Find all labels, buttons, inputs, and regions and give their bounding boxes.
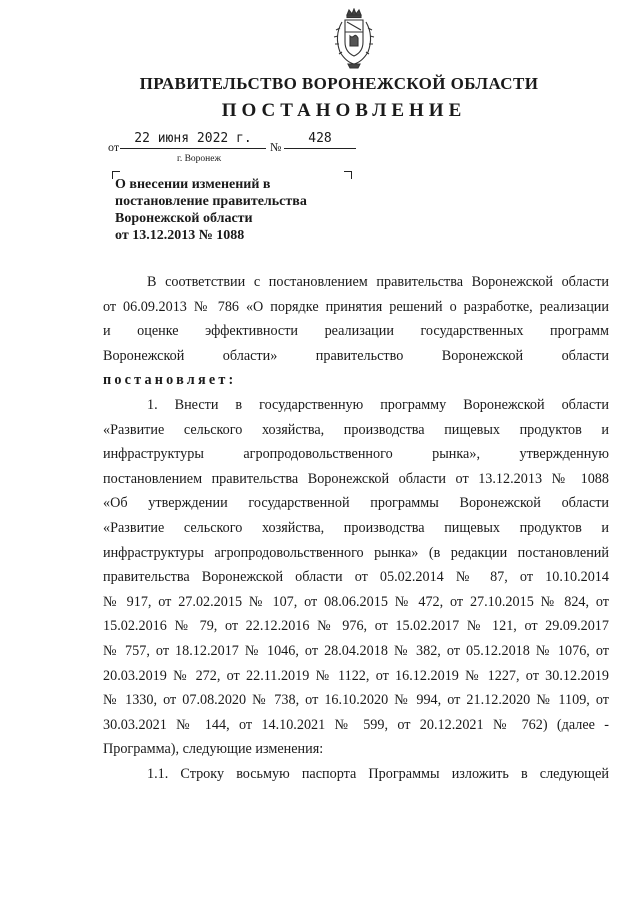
decree-date: 22 июня 2022 г. [120, 132, 266, 149]
decree-title: ПОСТАНОВЛЕНИЕ [221, 100, 467, 121]
decree-number: 428 [284, 132, 356, 149]
subject-corner-right [344, 171, 352, 179]
subject-line: от 13.12.2013 № 1088 [115, 228, 245, 243]
body-line: постановлением правительства Воронежской области от 13.12.2013 № 1088 [103, 470, 609, 487]
body-line: правительства Воронежской области от 05.02.2014 № 87, от 10.10.2014 [103, 569, 609, 586]
date-prefix: от [108, 140, 120, 154]
body-line: Программа), следующие изменения: [103, 741, 324, 758]
body-line: 20.03.2019 № 272, от 22.11.2019 № 1122, от 16.12.2019 № 1227, от 30.12.2019 [103, 667, 609, 684]
body-line: 1.1. Строку восьмую паспорта Программы изложить в следующей [147, 765, 609, 782]
body-line: Воронежской области» правительство Воронежской области [103, 347, 609, 364]
body-line: от 06.09.2013 № 786 «О порядке принятия решений о разработке, реализации [103, 298, 609, 315]
body-line: 1. Внести в государственную программу Воронежской области [147, 396, 609, 413]
body-line: и оценке эффективности реализации государственных программ [103, 323, 609, 340]
subject-line: Воронежской области [115, 211, 253, 226]
body-line: «Об утверждении государственной программы Воронежской области [103, 495, 609, 512]
body-line: инфраструктуры агропродовольственного рынка», утвержденную [103, 446, 609, 463]
subject-line: постановление правительства [115, 194, 307, 209]
city-label: г. Воронеж [177, 154, 222, 164]
government-title: ПРАВИТЕЛЬСТВО ВОРОНЕЖСКОЙ ОБЛАСТИ [139, 74, 539, 93]
subject-line: О внесении изменений в [115, 177, 271, 192]
body-line: 30.03.2021 № 144, от 14.10.2021 № 599, от 20.12.2021 № 762) (далее - [103, 716, 609, 733]
body-line: «Развитие сельского хозяйства, производства пищевых продуктов и [103, 519, 609, 536]
number-sign: № [270, 140, 282, 154]
body-line: инфраструктуры агропродовольственного рынка» (в редакции постановлений [103, 544, 609, 561]
decree-body [103, 270, 609, 786]
body-line: В соответствии с постановлением правительства Воронежской области [147, 274, 609, 290]
coat-of-arms-icon [328, 8, 380, 70]
body-line: 15.02.2016 № 79, от 22.12.2016 № 976, от 15.02.2017 № 121, от 29.09.2017 [103, 618, 609, 635]
decree-subject [115, 176, 345, 244]
body-line: № 757, от 18.12.2017 № 1046, от 28.04.2018 № 382, от 05.12.2018 № 1076, от [103, 642, 609, 659]
body-line: «Развитие сельского хозяйства, производства пищевых продуктов и [103, 421, 609, 438]
body-line-decrees: постановляет: [103, 372, 237, 389]
body-line: № 917, от 27.02.2015 № 107, от 08.06.2015 № 472, от 27.10.2015 № 824, от [103, 593, 609, 610]
body-line: № 1330, от 07.08.2020 № 738, от 16.10.2020 № 994, от 21.12.2020 № 1109, от [103, 692, 609, 709]
